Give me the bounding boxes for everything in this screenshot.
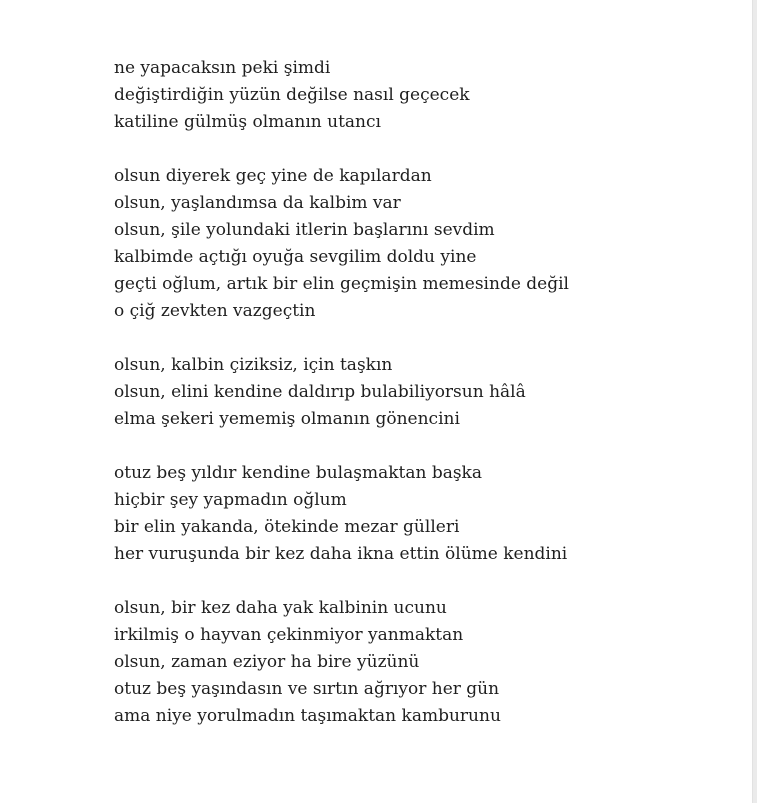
poem-line: her vuruşunda bir kez daha ikna ettin ölüme kendini <box>114 544 568 564</box>
poem-line: geçti oğlum, artık bir elin geçmişin memesinde değil <box>114 274 569 294</box>
stanza-2 <box>114 163 569 325</box>
poem-line: olsun diyerek geç yine de kapılardan <box>114 166 432 186</box>
poem-line: o çiğ zevkten vazgeçtin <box>114 301 316 321</box>
poem-line: olsun, yaşlandımsa da kalbim var <box>114 193 401 213</box>
page-edge <box>752 0 757 803</box>
poem-line: ne yapacaksın peki şimdi <box>114 58 331 78</box>
poem-line: kalbimde açtığı oyuğa sevgilim doldu yine <box>114 247 477 267</box>
poem-line: olsun, elini kendine daldırıp bulabiliyorsun hâlâ <box>114 382 526 402</box>
poem-line: olsun, bir kez daha yak kalbinin ucunu <box>114 598 447 618</box>
poem-line: bir elin yakanda, ötekinde mezar gülleri <box>114 517 460 537</box>
poem-line: otuz beş yaşındasın ve sırtın ağrıyor her gün <box>114 679 500 699</box>
stanza-4 <box>114 460 569 568</box>
poem-line: olsun, şile yolundaki itlerin başlarını sevdim <box>114 220 495 240</box>
poem-line: hiçbir şey yapmadın oğlum <box>114 490 347 510</box>
poem-line: otuz beş yıldır kendine bulaşmaktan başka <box>114 463 482 483</box>
poem-line: değiştirdiğin yüzün değilse nasıl geçecek <box>114 85 470 105</box>
poem-text <box>114 55 569 730</box>
poem-line: irkilmiş o hayvan çekinmiyor yanmaktan <box>114 625 464 645</box>
poem-line: ama niye yorulmadın taşımaktan kamburunu <box>114 706 501 726</box>
stanza-3 <box>114 352 569 433</box>
poem-line: olsun, zaman eziyor ha bire yüzünü <box>114 652 420 672</box>
stanza-1 <box>114 55 569 136</box>
poem-line: olsun, kalbin çiziksiz, için taşkın <box>114 355 393 375</box>
poem-line: elma şekeri yememiş olmanın gönencini <box>114 409 460 429</box>
poem-line: katiline gülmüş olmanın utancı <box>114 112 381 132</box>
stanza-5 <box>114 595 569 730</box>
